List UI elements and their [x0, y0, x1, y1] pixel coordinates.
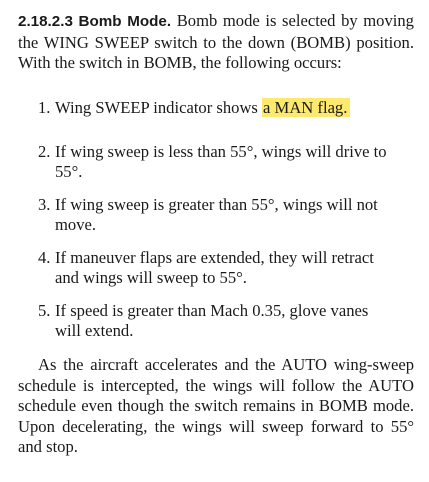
- section-intro-paragraph: [18, 11, 414, 74]
- list-item-number: 1.: [38, 98, 51, 117]
- list-item: [38, 301, 388, 341]
- list-item-text: If wing sweep is less than 55°, wings will drive to 55°.: [55, 142, 387, 181]
- list-item-text: If maneuver flaps are extended, they will retract and wings will sweep to 55°.: [55, 248, 374, 287]
- list-item-number: 2.: [38, 142, 51, 161]
- section-title: Bomb Mode.: [78, 13, 172, 30]
- list-item-text: If wing sweep is greater than 55°, wings will not move.: [55, 195, 378, 234]
- list-item-text-before: Wing SWEEP indicator shows: [55, 98, 263, 117]
- highlighted-text: a MAN flag.: [262, 98, 350, 117]
- section-intro-text: Bomb mode is selected by moving the WING SWEEP switch to the down (BOMB) position. With the switch in BOMB, the following occurs:: [18, 11, 414, 72]
- list-item: [38, 195, 388, 235]
- section-number: 2.18.2.3: [18, 13, 73, 30]
- list-item-text: [55, 98, 388, 118]
- list-item: [38, 142, 388, 182]
- list-item-number: 5.: [38, 301, 51, 320]
- list-item: [38, 248, 388, 288]
- list-item-number: 4.: [38, 248, 51, 267]
- closing-paragraph: As the aircraft accelerates and the AUTO wing-sweep schedule is intercepted, the wings will follow the AUTO schedule even though the switch remains in BOMB mode. Upon decelerating, the wings will sweep forward to 55° and stop.: [18, 355, 414, 456]
- list-item-number: 3.: [38, 195, 51, 214]
- list-item-text: If speed is greater than Mach 0.35, glove vanes will extend.: [55, 301, 369, 340]
- list-item: [38, 98, 388, 118]
